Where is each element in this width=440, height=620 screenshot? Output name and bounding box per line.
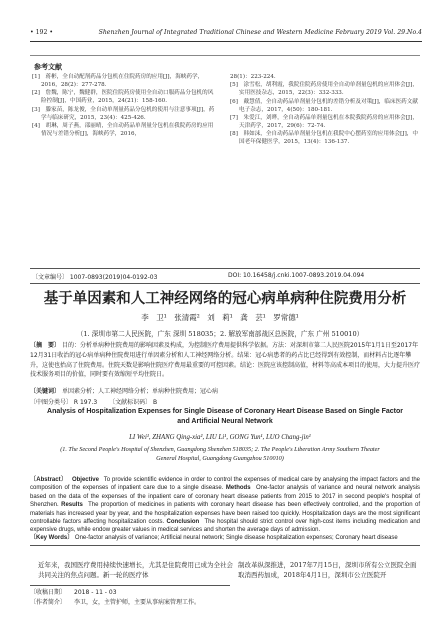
journal-title: Shenzhen Journal of Integrated Traditional Chinese and Western Medicine February 2019 Vol. 29.No.4 — [98, 29, 422, 36]
author-bio: 李卫，女，主管护师，主要从事病案管理工作。 — [74, 599, 201, 606]
clc-number: 〔中图分类号〕 R 197.3 — [30, 399, 98, 406]
affiliation-cn: （1. 深圳市第二人民医院，广东 深圳 518035；2. 解放军南部战区总医院，广东 广州 510010） — [76, 330, 364, 338]
received-label: 〔收稿日期〕 — [30, 589, 67, 596]
body-column-left: 近年来，我国医疗费用持续快速增长，尤其是住院费用已成为全社会共同关注的焦点问题。新一轮的医疗体 — [38, 561, 233, 579]
reference-item: [5] 涂雪松，胡利霞，我院住院药房使用全自动单剂量包机的应用体会[J]，实用医技杂志，2015，22(3)：332-333. — [230, 82, 418, 97]
article-title-en: Analysis of Hospitalization Expenses for Single Disease of Coronary Heart Disease Based on Single Factor and Artificial Neural Network — [47, 408, 403, 425]
abstract-cn — [30, 341, 420, 380]
keywords-en-text: One-factor analysis of variance; Artificial neural network; Single disease hospitalization expenses; Coronary heart disease — [74, 535, 398, 541]
received-date: 2018 - 11 - 03 — [74, 589, 117, 596]
abstract-tag: Results — [61, 502, 83, 509]
footnote — [30, 585, 230, 608]
reference-item: [8] 韩如沫，全自动药品单剂量分包机在我院中心摆药室的应用体会[J]，中国老年保健医学，2015，13(4)：136-137. — [230, 131, 418, 146]
reference-item: [1] 蒋彬，全自动配剂药品分包机在住院药房的应用[J]，海峡药学，2016，28(2)：277-278. — [32, 74, 204, 88]
keywords-cn-text: 单因素分析；人工神经网络分析；单病种住院费用；冠心病 — [61, 388, 218, 395]
classification-line — [30, 397, 420, 406]
abstract-cn-label: 〔摘 要〕 — [30, 342, 61, 349]
keywords-cn — [30, 387, 420, 397]
abstract-text: The proportion of medicines in patients with coronary heart disease has been effectively controlled, and the proportion of materials has increased year by year, and the hospitalization expenses have been raised too quickly. Hospitalization days are the most significant controllable factors affecting hospitalization costs. — [30, 502, 420, 526]
body-text — [30, 560, 420, 578]
abstract-tag: Methods — [225, 485, 251, 492]
author-bio-line — [30, 598, 230, 608]
abstract-tag: Conclusion — [166, 519, 200, 526]
references-section — [30, 55, 420, 262]
references-left-column — [32, 74, 217, 139]
abstract-cn-text: 目的：分析单病种住院费用的影响因素及构成，为控制医疗费用提供科学依据。方法：对深圳市第二人民医院2015年1月1日至2017年12月31日收治的冠心病单病种住院费用进行单因素分析和人工神经网络分析。结果：冠心病患者的药占比已经得到有效控制，而材料占比逐年攀升，这使也抬高了住院费用。住院天数是影响住院医疗费用最重要的可控因素。结论：医院应该控制高值，材料等高成本项目的使用，大力提升医疗技术服务项目的价值，同时要有效缩短平均住院日。 — [30, 342, 421, 379]
authors-en: LI Wei¹, ZHANG Qing-xia², LIU Li¹, GONG Yun¹, LUO Chang-jin¹ — [129, 434, 311, 441]
article-number: 〔文章编号〕 1007-0893(2019)04-0192-03 — [32, 274, 158, 281]
article-meta-bar — [30, 268, 420, 284]
article-title-cn: 基于单因素和人工神经网络的冠心病单病种住院费用分析 — [43, 291, 407, 307]
references-right-column — [230, 74, 420, 148]
keywords-cn-label: 〔关键词〕 — [30, 388, 61, 395]
abstract-en-label: 〔Abstract〕 — [30, 477, 68, 483]
body-column-right: 制改革纵深推进，2017年7月15日，深圳市所有公立医院全面取消西药加成，2018年4月1日，深圳市公立医院开 — [238, 561, 417, 579]
abstract-tag: Objective — [71, 477, 99, 483]
abstract-text: The hospital should strict control over high-cost items including medication and expensive drugs, while endow greater values in medical services and shorten the average days of admission. — [30, 519, 421, 534]
document-code: 〔文献标识码〕 B — [109, 399, 158, 406]
reference-item: [3] 滕家苗，陈龙俊，全自动单剂量药品分包机的使用与注意事项[J]，药学与临床研究，2015，23(4)：425-426. — [32, 106, 215, 121]
running-header — [30, 29, 422, 42]
reference-item: 28(1)：223-224. — [230, 74, 276, 80]
keywords-en — [30, 534, 420, 546]
affiliation-en: (1. The Second People's Hospital of Shenzhen, Guangdong Shenzhen 518035; 2. The People's Liberation Army Southern Theater General Hospital, Guangdong Guangzhou 510010) — [60, 446, 380, 462]
authors-cn: 李 卫¹ 张清霞² 刘 莉¹ 龚 芸¹ 罗常德¹ — [141, 313, 299, 322]
keywords-en-label: 〔Key Words〕 — [30, 535, 74, 541]
references-title: 参考文献 — [34, 63, 62, 71]
doi: DOI: 10.16458/j.cnki.1007-0893.2019.04.094 — [228, 272, 365, 279]
page-number: • 192 • — [30, 29, 54, 36]
received-date-line — [30, 588, 230, 598]
reference-item: [7] 朱爱江，刘晔，全自动药品单剂量包机在本院我院药房的应用体会[J]，天津药学，2017，29(6)：72-74. — [230, 115, 418, 129]
abstract-en — [30, 476, 420, 535]
reference-item: [6] 戴慧倩，全自动药品单剂量分包机的差错分析及对策[J]，临床医药文献电子杂志，2017，4(50)：180-181. — [230, 98, 418, 113]
reference-item: [4] 胡琳，周子燕，邵丽晴，全自动药品单剂量分包机在我院药房的应用情况与差错分析[J]，海峡药学，2016， — [32, 122, 214, 137]
reference-item: [2] 詹魏，陈宁，魏健群，医院住院药房使用全自动口服药品分包机的风险控制[J]，中国药业，2015，24(21)：158-160. — [32, 90, 214, 105]
abstract-text: To provide scientific evidence in order to control the expenses of medical care by analysing the impact factors and the composition of the expenses of inpatient care due to a single disease. — [30, 477, 421, 492]
abstract-text: One-factor analysis of variance and neural network analysis based on the data of the expenses of the inpatient care of coronary heart disease patients from 2015 to 2017 in second people's hospital of Shenzhen. — [30, 485, 421, 509]
author-bio-label: 〔作者简介〕 — [30, 599, 67, 606]
